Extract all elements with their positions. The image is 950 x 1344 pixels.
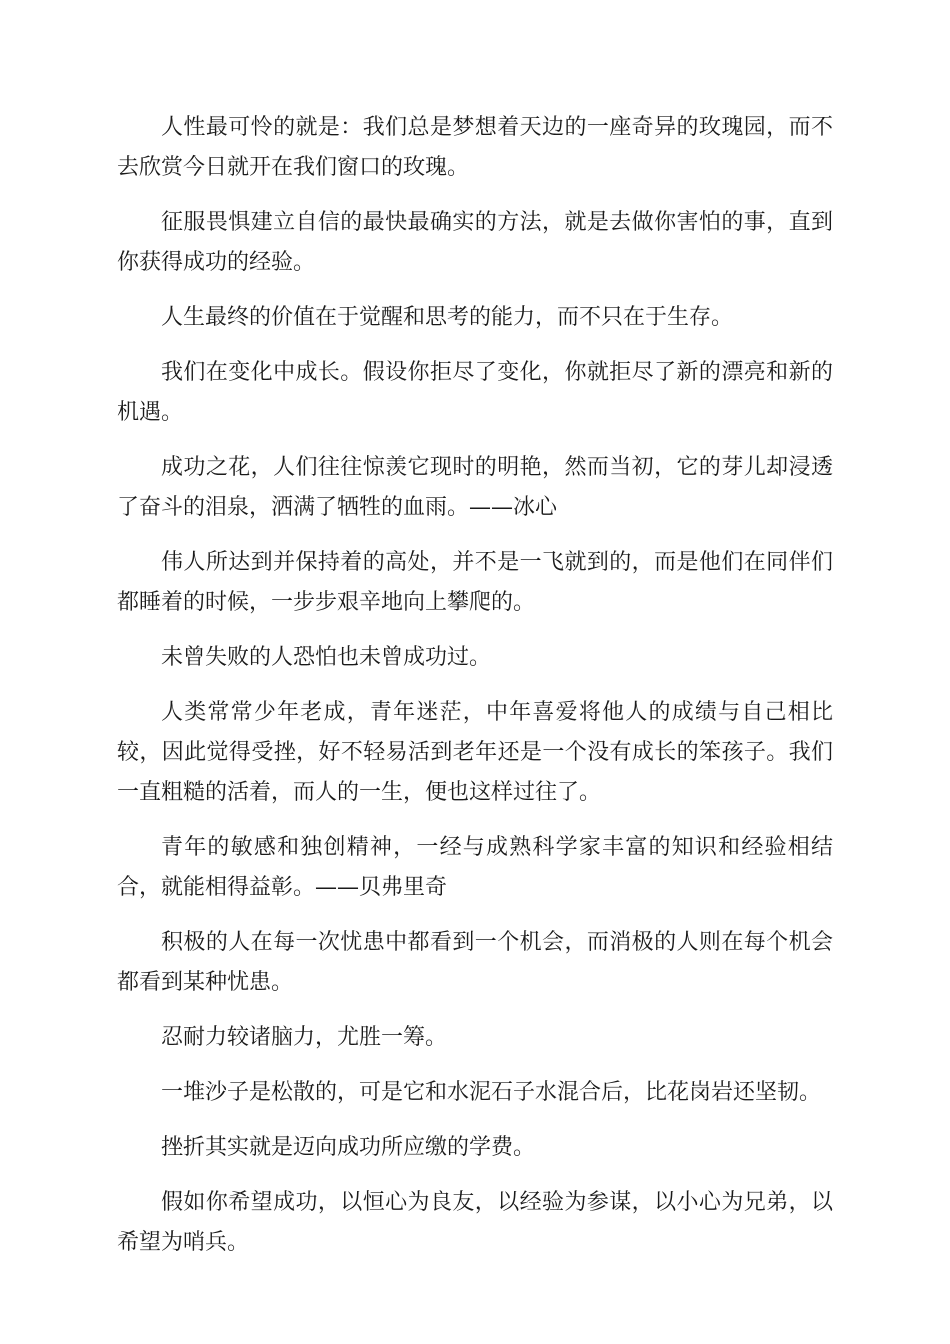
document-body: [117, 108, 833, 1278]
paragraph: 成功之花，人们往往惊羡它现时的明艳，然而当初，它的芽儿却浸透了奋斗的泪泉，洒满了牺牲的血雨。——冰心: [117, 455, 833, 520]
paragraph: 人性最可怜的就是：我们总是梦想着天边的一座奇异的玫瑰园，而不去欣赏今日就开在我们窗口的玫瑰。: [117, 115, 833, 180]
paragraph: 伟人所达到并保持着的高处，并不是一飞就到的，而是他们在同伴们都睡着的时候，一步步艰辛地向上攀爬的。: [117, 550, 833, 615]
paragraph: 人生最终的价值在于觉醒和思考的能力，而不只在于生存。: [161, 305, 734, 330]
paragraph: 征服畏惧建立自信的最快最确实的方法，就是去做你害怕的事，直到你获得成功的经验。: [117, 210, 833, 275]
paragraph: 未曾失败的人恐怕也未曾成功过。: [161, 645, 492, 670]
paragraph: 挫折其实就是迈向成功所应缴的学费。: [161, 1135, 536, 1160]
paragraph: 一堆沙子是松散的，可是它和水泥石子水混合后，比花岗岩还坚韧。: [161, 1080, 822, 1105]
paragraph: 我们在变化中成长。假设你拒尽了变化，你就拒尽了新的漂亮和新的机遇。: [117, 360, 833, 425]
paragraph: 青年的敏感和独创精神，一经与成熟科学家丰富的知识和经验相结合，就能相得益彰。——贝弗里奇: [117, 835, 833, 900]
paragraph: 忍耐力较诸脑力，尤胜一筹。: [161, 1025, 448, 1050]
paragraph: 积极的人在每一次忧患中都看到一个机会，而消极的人则在每个机会都看到某种忧患。: [117, 930, 833, 995]
paragraph: 人类常常少年老成，青年迷茫，中年喜爱将他人的成绩与自己相比较，因此觉得受挫，好不轻易活到老年还是一个没有成长的笨孩子。我们一直粗糙的活着，而人的一生，便也这样过往了。: [117, 700, 833, 805]
paragraph: 假如你希望成功，以恒心为良友，以经验为参谋，以小心为兄弟，以希望为哨兵。: [117, 1190, 833, 1255]
